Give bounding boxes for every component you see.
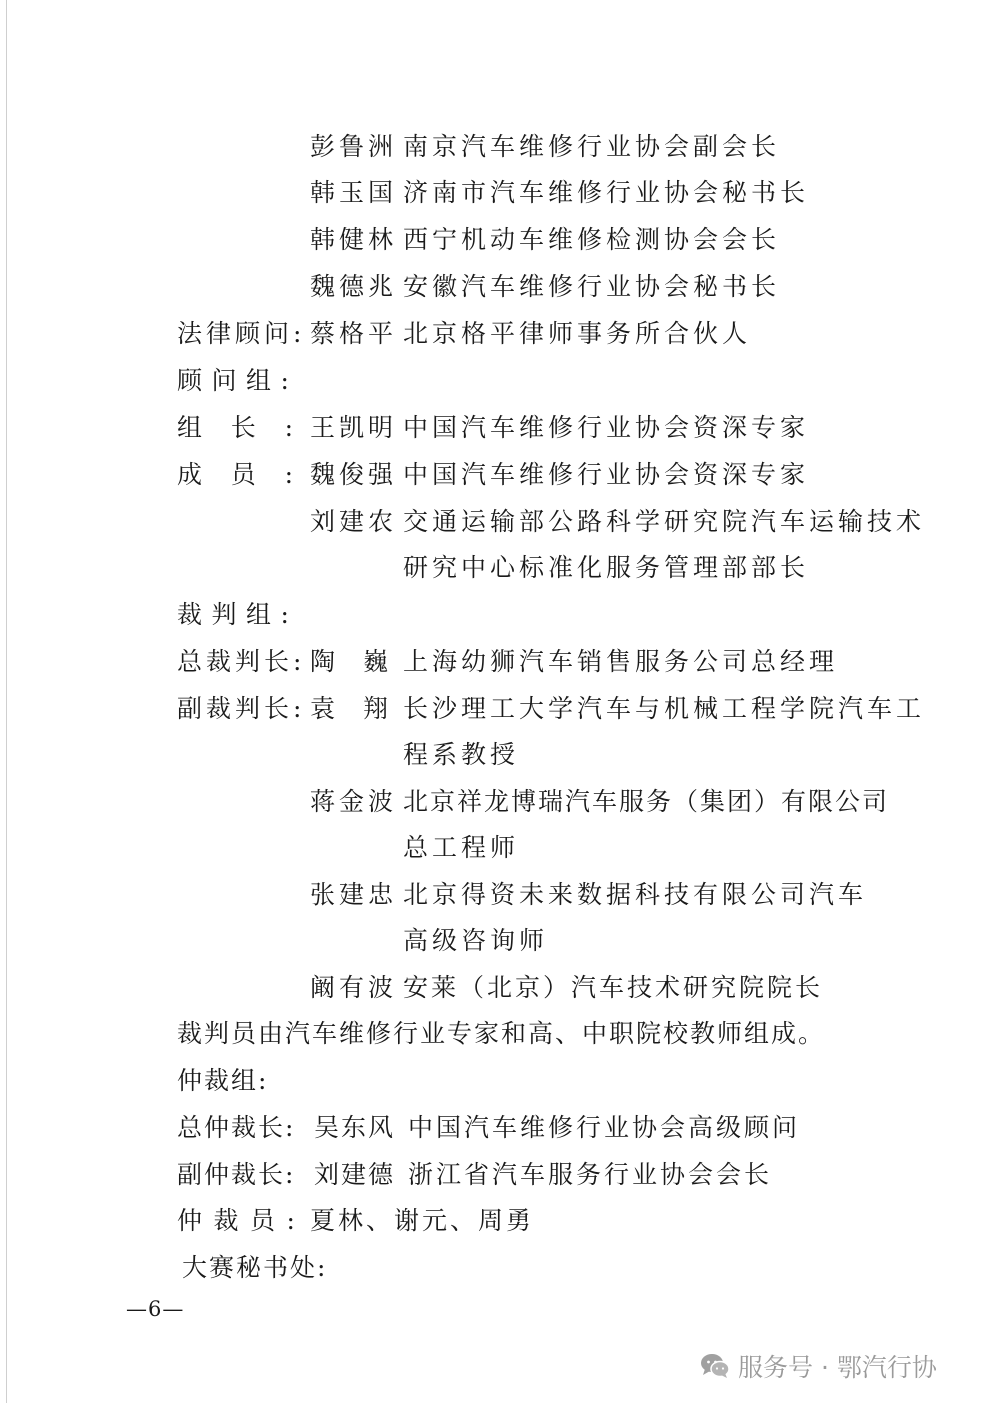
role-label: 成 员 : bbox=[177, 460, 293, 489]
member-title: 研究中心标准化服务管理部部长 bbox=[403, 553, 810, 582]
member-title: 西宁机动车维修检测协会会长 bbox=[403, 225, 781, 254]
member-name: 张建忠 bbox=[310, 880, 398, 909]
role-label: 仲 裁 员 : bbox=[177, 1206, 295, 1235]
member-title: 安莱（北京）汽车技术研究院院长 bbox=[403, 973, 824, 1002]
role-label: 总仲裁长: bbox=[177, 1113, 296, 1142]
role-label: 总裁判长: bbox=[177, 647, 306, 676]
section-label: 顾 问 组 : bbox=[177, 366, 289, 395]
member-name: 韩玉国 bbox=[310, 178, 398, 207]
member-title: 中国汽车维修行业协会资深专家 bbox=[403, 460, 810, 489]
watermark-text: 服务号 · 鄂汽行协 bbox=[738, 1353, 937, 1382]
member-name: 夏林、谢元、周勇 bbox=[310, 1206, 535, 1235]
member-title: 南京汽车维修行业协会副会长 bbox=[403, 132, 781, 161]
member-name: 魏德兆 bbox=[310, 272, 398, 301]
page-number: —6— bbox=[126, 1297, 185, 1321]
member-title: 浙江省汽车服务行业协会会长 bbox=[408, 1160, 773, 1189]
member-name: 彭鲁洲 bbox=[310, 132, 398, 161]
member-title: 北京祥龙博瑞汽车服务（集团）有限公司 bbox=[403, 787, 890, 816]
member-title: 高级咨询师 bbox=[403, 926, 549, 955]
member-name: 阚有波 bbox=[310, 973, 398, 1002]
section-label: 仲裁组: bbox=[177, 1066, 269, 1095]
member-name: 魏俊强 bbox=[310, 460, 398, 489]
member-name: 陶 巍 bbox=[310, 647, 388, 676]
member-title: 长沙理工大学汽车与机械工程学院汽车工 bbox=[403, 694, 926, 723]
member-title: 交通运输部公路科学研究院汽车运输技术 bbox=[403, 507, 926, 536]
member-name: 刘建德 bbox=[314, 1160, 396, 1189]
member-name: 蒋金波 bbox=[310, 787, 398, 816]
role-label: 组 长 : bbox=[177, 413, 293, 442]
section-label: 大赛秘书处: bbox=[182, 1253, 328, 1282]
member-title: 安徽汽车维修行业协会秘书长 bbox=[403, 272, 781, 301]
role-label: 法律顾问: bbox=[177, 319, 306, 348]
body-text: 裁判员由汽车维修行业专家和高、中职院校教师组成。 bbox=[177, 1019, 826, 1048]
member-title: 上海幼狮汽车销售服务公司总经理 bbox=[403, 647, 839, 676]
member-title: 济南市汽车维修行业协会秘书长 bbox=[403, 178, 810, 207]
member-name: 蔡格平 bbox=[310, 319, 398, 348]
member-title: 中国汽车维修行业协会资深专家 bbox=[403, 413, 810, 442]
member-name: 王凯明 bbox=[310, 413, 398, 442]
member-name: 刘建农 bbox=[310, 507, 398, 536]
member-title: 北京格平律师事务所合伙人 bbox=[403, 319, 752, 348]
member-name: 吴东风 bbox=[314, 1113, 396, 1142]
wechat-icon bbox=[700, 1353, 730, 1379]
member-title: 北京得资未来数据科技有限公司汽车 bbox=[403, 880, 868, 909]
member-name: 袁 翔 bbox=[310, 694, 388, 723]
member-title: 程系教授 bbox=[403, 740, 520, 769]
member-title: 总工程师 bbox=[403, 833, 520, 862]
member-title: 中国汽车维修行业协会高级顾问 bbox=[408, 1113, 801, 1142]
watermark bbox=[700, 1346, 937, 1386]
section-label: 裁 判 组 : bbox=[177, 600, 289, 629]
member-name: 韩健林 bbox=[310, 225, 398, 254]
role-label: 副裁判长: bbox=[177, 694, 306, 723]
role-label: 副仲裁长: bbox=[177, 1160, 296, 1189]
